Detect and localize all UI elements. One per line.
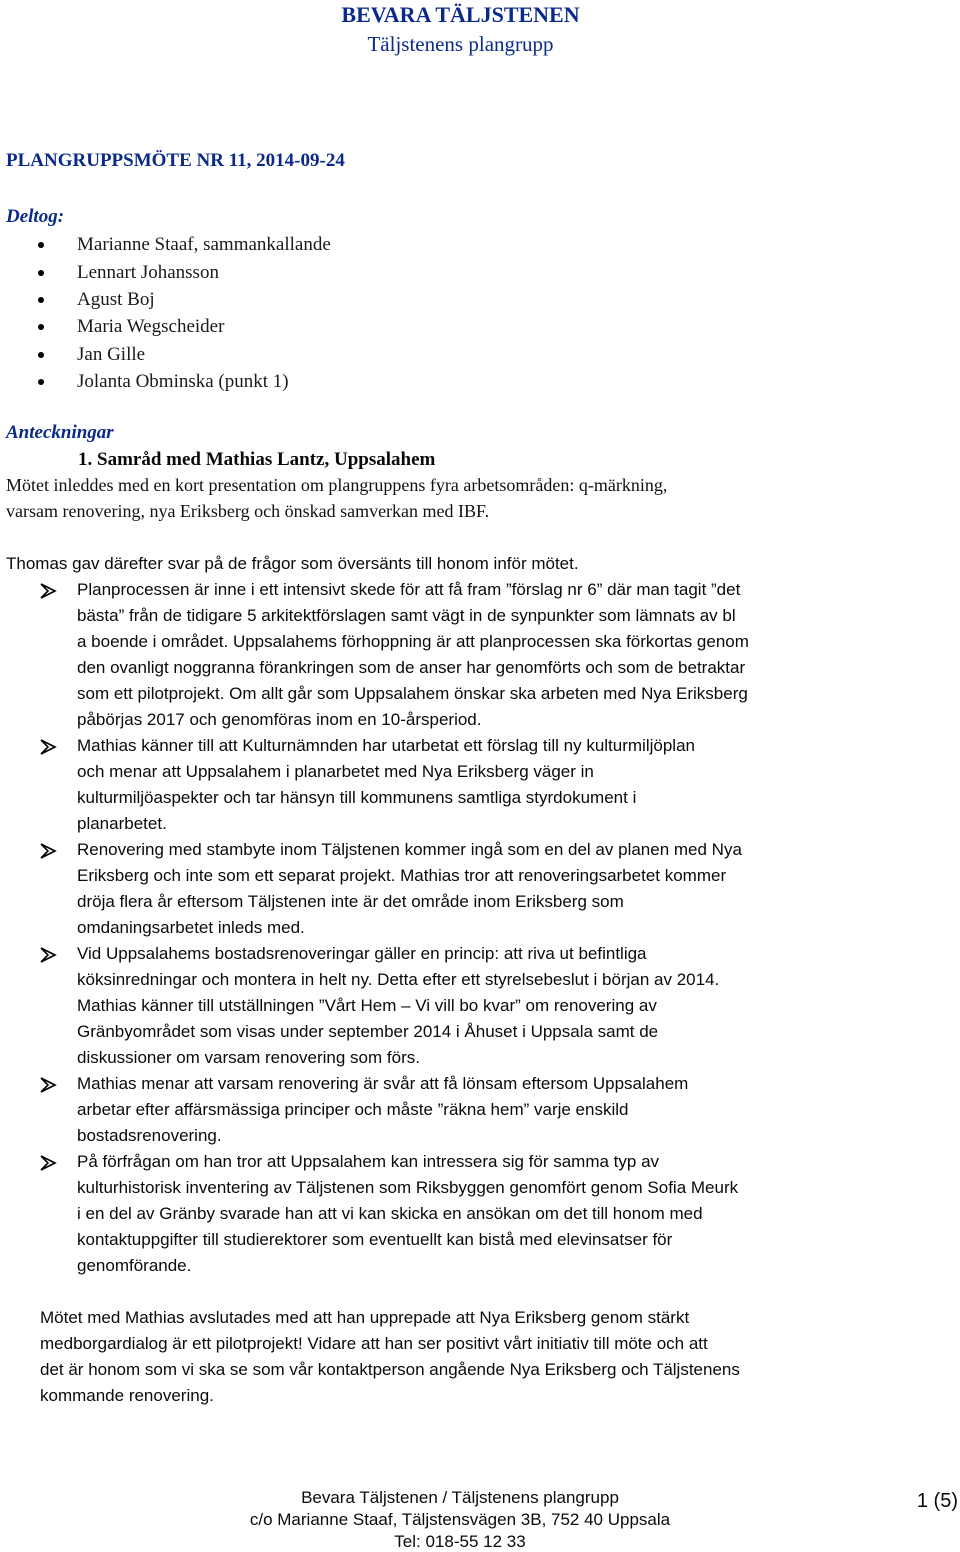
bullet-line: Mathias känner till att Kulturnämnden har utarbetat ett förslag till ny kulturmiljöplan (77, 736, 695, 755)
arrow-bullet-icon (38, 841, 60, 861)
arrow-bullet-icon (38, 945, 60, 965)
attendee-item: Maria Wegscheider (77, 316, 225, 337)
bullet-line: Vid Uppsalahems bostadsrenoveringar gäller en princip: att riva ut befintliga (77, 944, 647, 963)
conclusion-line: det är honom som vi ska se som vår kontaktperson angående Nya Eriksberg och Täljstenens (40, 1360, 740, 1379)
footer-org: Bevara Täljstenen / Täljstenens plangrupp (301, 1488, 619, 1507)
bullet-icon (38, 270, 44, 276)
bullet-icon (38, 324, 44, 330)
bullet-line: genomförande. (77, 1256, 192, 1275)
bullet-line: i en del av Gränby svarade han att vi kan skicka en ansökan om det till honom med (77, 1204, 703, 1223)
bullet-line: dröja flera år eftersom Täljstenen inte är det område inom Eriksberg som (77, 892, 624, 911)
notes-heading: Anteckningar (6, 422, 114, 443)
bullet-line: Planprocessen är inne i ett intensivt skede för att få fram ”förslag nr 6” där man tagit ”det (77, 580, 741, 599)
bullet-line: den ovanligt noggranna förankringen som de anser har genomförts och som de betraktar (77, 658, 746, 677)
bullet-line: diskussioner om varsam renovering som förs. (77, 1048, 420, 1067)
arrow-bullet-icon (38, 581, 60, 601)
arrow-bullet-icon (38, 737, 60, 757)
agenda-item-title: 1. Samråd med Mathias Lantz, Uppsalahem (78, 449, 436, 470)
footer-phone: Tel: 018-55 12 33 (394, 1532, 526, 1551)
conclusion-line: kommande renovering. (40, 1386, 214, 1405)
arrow-bullet-icon (38, 1153, 60, 1173)
bullet-line: planarbetet. (77, 814, 167, 833)
arrow-bullet-icon (38, 1075, 60, 1095)
thomas-line: Thomas gav därefter svar på de frågor som översänts till honom inför mötet. (6, 554, 579, 573)
attendee-item: Jolanta Obminska (punkt 1) (77, 371, 289, 392)
attendee-item: Marianne Staaf, sammankallande (77, 234, 331, 255)
bullet-line: omdaningsarbetet inleds med. (77, 918, 305, 937)
document-subtitle: Täljstenens plangrupp (367, 32, 554, 56)
bullet-line: påbörjas 2017 och genomföras inom en 10-årsperiod. (77, 710, 482, 729)
bullet-line: arbetar efter affärsmässiga principer och måste ”räkna hem” varje enskild (77, 1100, 629, 1119)
meeting-title: PLANGRUPPSMÖTE NR 11, 2014-09-24 (6, 150, 345, 171)
bullet-icon (38, 379, 44, 385)
bullet-icon (38, 242, 44, 248)
intro-line: Mötet inleddes med en kort presentation om plangruppens fyra arbetsområden: q-märkning, (6, 475, 668, 495)
bullet-line: Renovering med stambyte inom Täljstenen kommer ingå som en del av planen med Nya (77, 840, 742, 859)
attendee-item: Lennart Johansson (77, 262, 219, 283)
bullet-line: Mathias menar att varsam renovering är svår att få lönsam eftersom Uppsalahem (77, 1074, 689, 1093)
bullet-line: kulturhistorisk inventering av Täljstenen som Riksbyggen genomfört genom Sofia Meurk (77, 1178, 739, 1197)
footer-address: c/o Marianne Staaf, Täljstensvägen 3B, 752 40 Uppsala (249, 1510, 671, 1529)
bullet-line: Eriksberg och inte som ett separat projekt. Mathias tror att renoveringsarbetet kommer (77, 866, 727, 885)
bullet-icon (38, 352, 44, 358)
bullet-line: som ett pilotprojekt. Om allt går som Uppsalahem önskar ska arbeten med Nya Eriksberg (77, 684, 748, 703)
conclusion-line: Mötet med Mathias avslutades med att han upprepade att Nya Eriksberg genom stärkt (40, 1308, 690, 1327)
document-title: BEVARA TÄLJSTENEN (341, 2, 580, 27)
attendee-item: Agust Boj (77, 289, 155, 310)
bullet-line: kulturmiljöaspekter och tar hänsyn till kommunens samtliga styrdokument i (77, 788, 637, 807)
bullet-line: bästa” från de tidigare 5 arkitektförslagen samt vägt in de synpunkter som lämnats av bl (77, 606, 736, 625)
bullet-line: kontaktuppgifter till studierektorer som eventuellt kan bistå med elevinsatser för (77, 1230, 673, 1249)
bullet-line: köksinredningar och montera in helt ny. Detta efter ett styrelsebeslut i början av 2014. (77, 970, 720, 989)
conclusion-line: medborgardialog är ett pilotprojekt! Vidare att han ser positivt vårt initiativ till möte och att (40, 1334, 708, 1353)
bullet-line: Mathias känner till utställningen ”Vårt Hem – Vi vill bo kvar” om renovering av (77, 996, 657, 1015)
bullet-line: Gränbyområdet som visas under september 2014 i Åhuset i Uppsala samt de (77, 1022, 659, 1041)
attendees-heading: Deltog: (6, 206, 65, 227)
page-number: 1 (5) (916, 1490, 958, 1512)
attendee-item: Jan Gille (77, 344, 146, 365)
bullet-line: På förfrågan om han tror att Uppsalahem kan intressera sig för samma typ av (77, 1152, 660, 1171)
bullet-line: och menar att Uppsalahem i planarbetet med Nya Eriksberg väger in (77, 762, 594, 781)
intro-line: varsam renovering, nya Eriksberg och önskad samverkan med IBF. (6, 501, 490, 521)
bullet-line: bostadsrenovering. (77, 1126, 222, 1145)
bullet-line: a boende i området. Uppsalahems förhoppning är att planprocessen ska förkortas genom (77, 632, 749, 651)
bullet-icon (38, 297, 44, 303)
